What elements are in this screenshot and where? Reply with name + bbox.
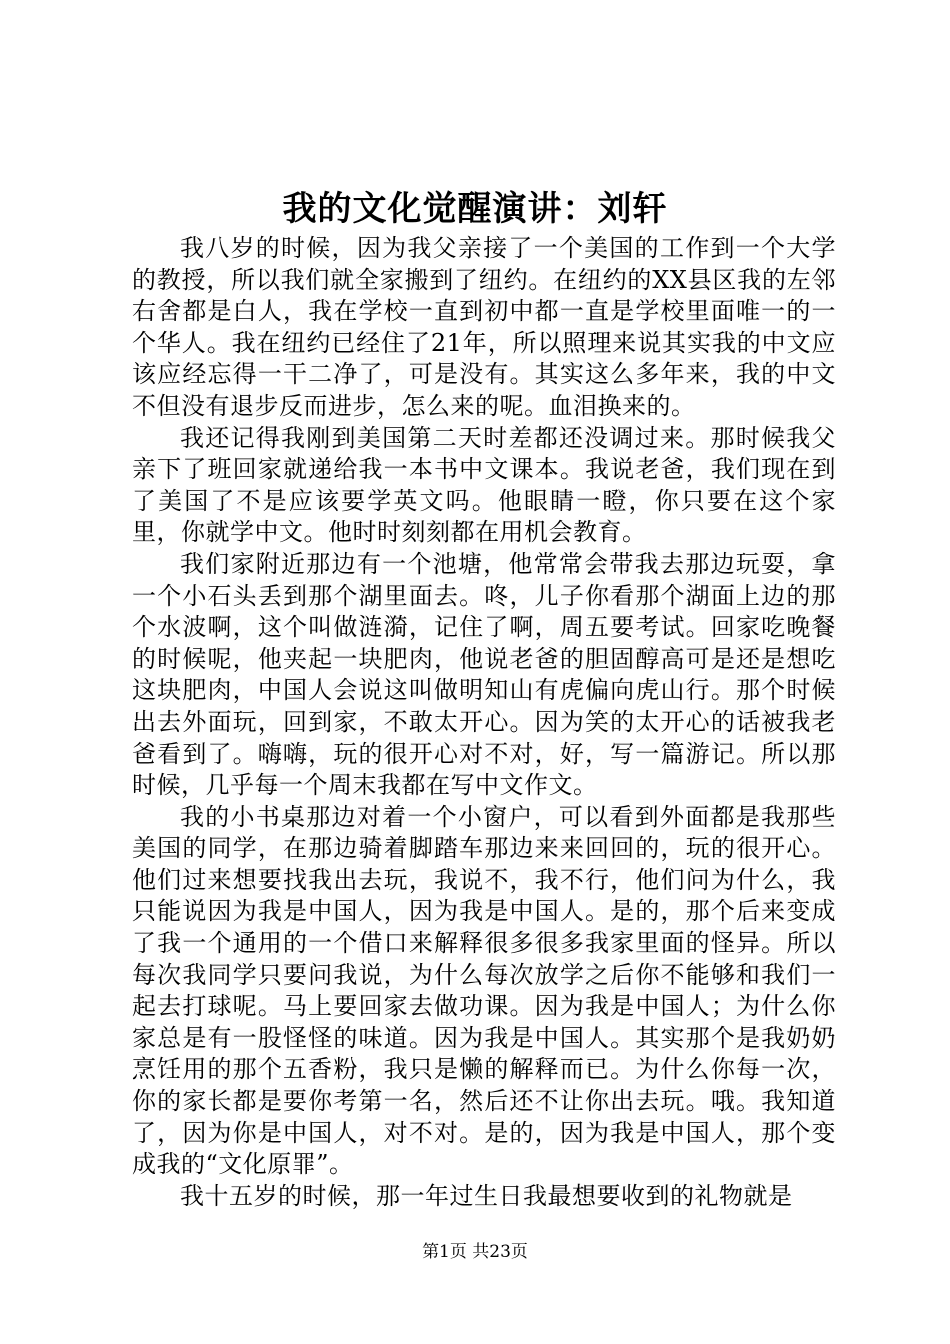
paragraph-5: 我十五岁的时候，那一年过生日我最想要收到的礼物就是 (180, 1181, 793, 1210)
paragraph-1: 我八岁的时候，因为我父亲接了一个美国的工作到一个大学的教授，所以我们就全家搬到了纽约。在纽约的XX县区我的左邻右舍都是白人，我在学校一直到初中都一直是学校里面唯一的一个华人。我在纽约已经住了21年，所以照理来说其实我的中文应该应经忘得一干二净了，可是没有。其实这么多年来，我的中文不但没有退步反而进步，怎么来的呢。血泪换来的。 (132, 234, 836, 420)
page-number-footer: 第1页 共23页 (422, 1242, 528, 1262)
paragraph-3: 我们家附近那边有一个池塘，他常常会带我去那边玩耍，拿一个小石头丢到那个湖里面去。咚，儿子你看那个湖面上边的那个水波啊，这个叫做涟漪，记住了啊，周五要考试。回家吃晚餐的时候呢，他夹起一块肥肉，他说老爸的胆固醇高可是还是想吃这块肥肉，中国人会说这叫做明知山有虎偏向虎山行。那个时候出去外面玩，回到家，不敢太开心。因为笑的太开心的话被我老爸看到了。嗨嗨，玩的很开心对不对，好，写一篇游记。所以那时候，几乎每一个周末我都在写中文作文。 (132, 549, 836, 800)
document-title: 我的文化觉醒演讲：刘轩 (282, 189, 668, 229)
document-body (132, 233, 836, 1212)
paragraph-2: 我还记得我刚到美国第二天时差都还没调过来。那时候我父亲下了班回家就递给我一本书中文课本。我说老爸，我们现在到了美国了不是应该要学英文吗。他眼睛一瞪，你只要在这个家里，你就学中文。他时时刻刻都在用机会教育。 (132, 423, 836, 547)
paragraph-4: 我的小书桌那边对着一个小窗户，可以看到外面都是我那些美国的同学，在那边骑着脚踏车那边来来回回的，玩的很开心。他们过来想要找我出去玩，我说不，我不行，他们问为什么，我只能说因为我是中国人，因为我是中国人。是的，那个后来变成了我一个通用的一个借口来解释很多很多我家里面的怪异。所以每次我同学只要问我说，为什么每次放学之后你不能够和我们一起去打球呢。马上要回家去做功课。因为我是中国人；为什么你家总是有一股怪怪的味道。因为我是中国人。其实那个是我奶奶烹饪用的那个五香粉，我只是懒的解释而已。为什么你每一次，你的家长都是要你考第一名，然后还不让你出去玩。哦。我知道了，因为你是中国人，对不对。是的，因为我是中国人，那个变成我的“文化原罪”。 (132, 802, 836, 1179)
